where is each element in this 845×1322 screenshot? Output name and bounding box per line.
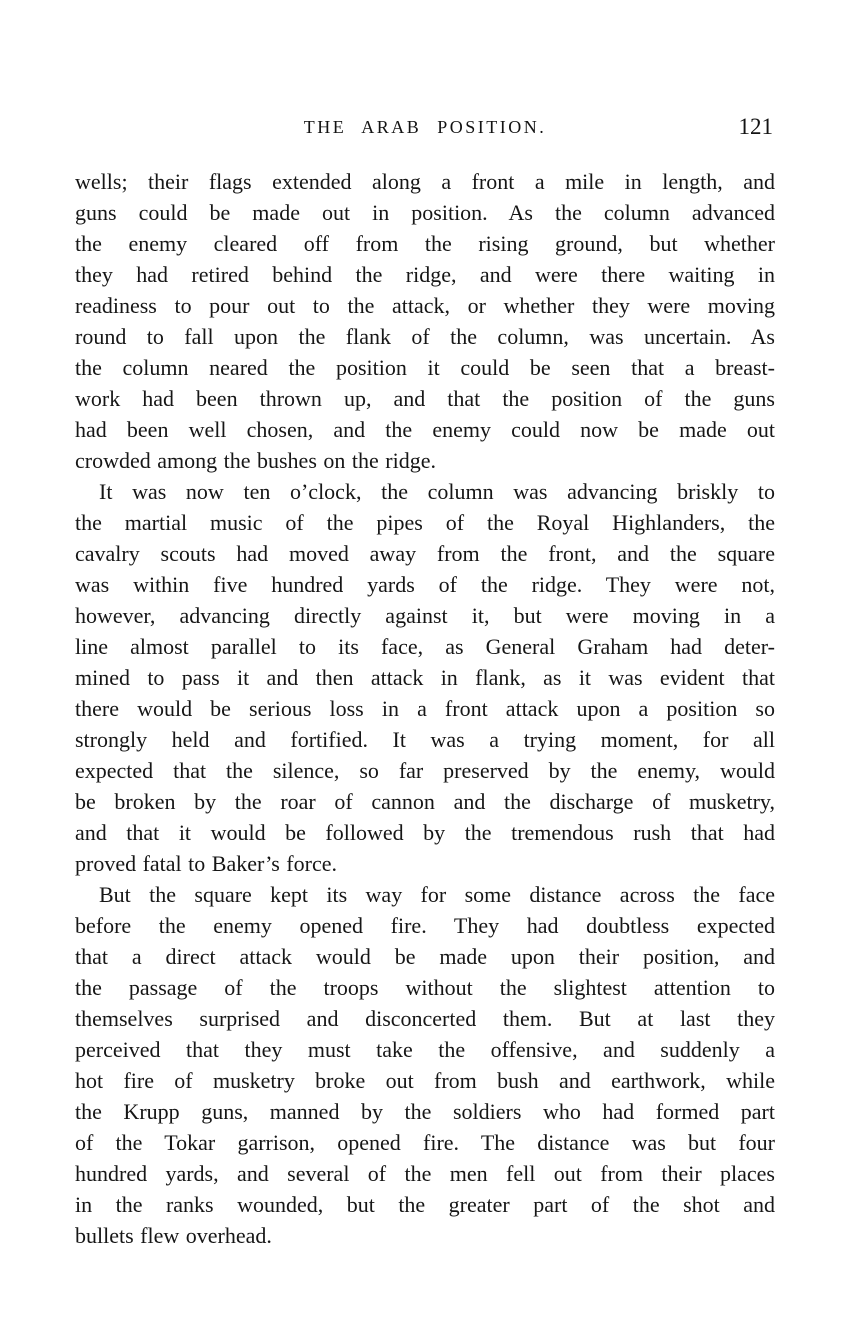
text-line: the martial music of the pipes of the Royal Highlanders, the — [75, 510, 775, 535]
text-line: hundred yards, and several of the men fell out from their places — [75, 1161, 775, 1186]
text-line: bullets flew overhead. — [75, 1223, 272, 1248]
text-line: that a direct attack would be made upon their position, and — [75, 944, 775, 969]
text-line: readiness to pour out to the attack, or whether they were moving — [75, 293, 775, 318]
text-line: they had retired behind the ridge, and were there waiting in — [75, 262, 775, 287]
text-line: crowded among the bushes on the ridge. — [75, 448, 436, 473]
text-line: It was now ten o’clock, the column was advancing briskly to — [99, 479, 775, 504]
text-line: was within five hundred yards of the ridge. They were not, — [75, 572, 775, 597]
text-line: hot fire of musketry broke out from bush and earthwork, while — [75, 1068, 775, 1093]
text-block — [75, 166, 775, 1251]
text-line: mined to pass it and then attack in flank, as it was evident that — [75, 665, 775, 690]
text-line: wells; their flags extended along a front a mile in length, and — [75, 169, 775, 194]
running-header — [75, 114, 775, 144]
text-line: the column neared the position it could be seen that a breast- — [75, 355, 775, 380]
text-line: strongly held and fortified. It was a trying moment, for all — [75, 727, 775, 752]
text-line: round to fall upon the flank of the column, was uncertain. As — [75, 324, 775, 349]
text-line: before the enemy opened fire. They had doubtless expected — [75, 913, 775, 938]
text-line: themselves surprised and disconcerted them. But at last they — [75, 1006, 775, 1031]
text-line: expected that the silence, so far preserved by the enemy, would — [75, 758, 775, 783]
text-line: line almost parallel to its face, as General Graham had deter- — [75, 634, 775, 659]
text-line: of the Tokar garrison, opened fire. The distance was but four — [75, 1130, 775, 1155]
text-line: there would be serious loss in a front attack upon a position so — [75, 696, 775, 721]
text-line: perceived that they must take the offensive, and suddenly a — [75, 1037, 775, 1062]
text-line: proved fatal to Baker’s force. — [75, 851, 337, 876]
text-line: the Krupp guns, manned by the soldiers who had formed part — [75, 1099, 775, 1124]
text-line: work had been thrown up, and that the position of the guns — [75, 386, 775, 411]
text-line: be broken by the roar of cannon and the discharge of musketry, — [75, 789, 775, 814]
text-line: the passage of the troops without the slightest attention to — [75, 975, 775, 1000]
text-line: the enemy cleared off from the rising ground, but whether — [75, 231, 775, 256]
text-line: But the square kept its way for some distance across the face — [99, 882, 775, 907]
text-line: guns could be made out in position. As the column advanced — [75, 200, 775, 225]
page-number: 121 — [738, 114, 773, 139]
paragraph — [75, 166, 775, 476]
paragraph — [75, 476, 775, 879]
text-line: in the ranks wounded, but the greater part of the shot and — [75, 1192, 775, 1217]
text-line: and that it would be followed by the tremendous rush that had — [75, 820, 775, 845]
text-line: cavalry scouts had moved away from the front, and the square — [75, 541, 775, 566]
text-line: had been well chosen, and the enemy could now be made out — [75, 417, 775, 442]
paragraph — [75, 879, 775, 1251]
header-title: THE ARAB POSITION. — [303, 117, 547, 137]
text-line: however, advancing directly against it, but were moving in a — [75, 603, 775, 628]
